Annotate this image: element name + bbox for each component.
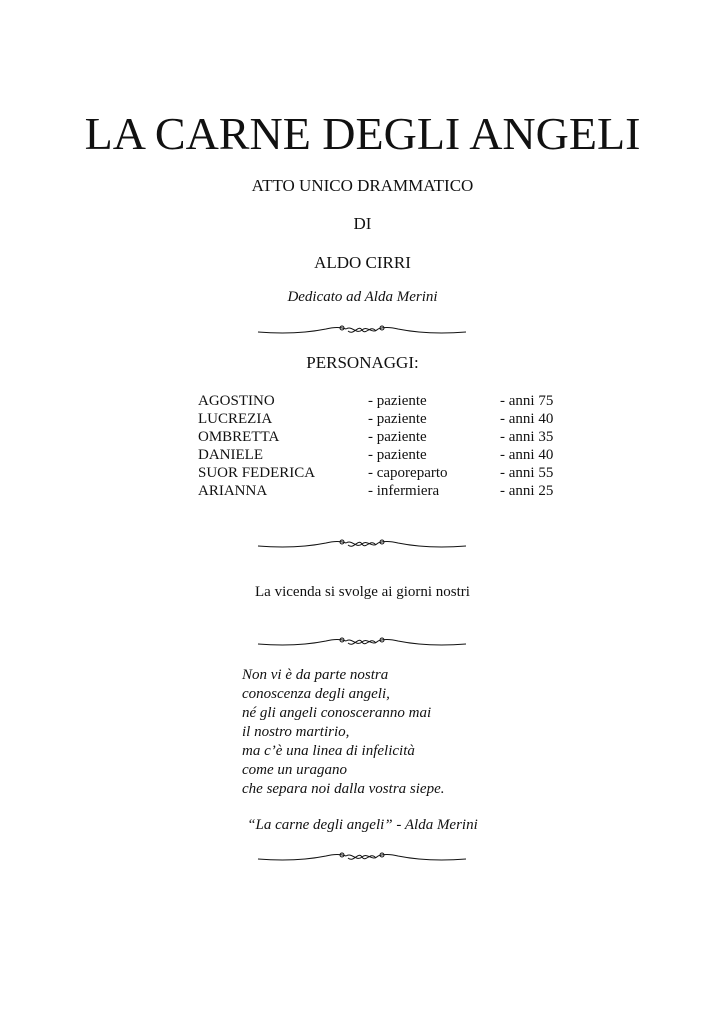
by-label: DI — [353, 214, 372, 233]
character-name: SUOR FEDERICA — [198, 465, 316, 481]
character-name: AGOSTINO — [198, 393, 275, 409]
cast-row — [198, 464, 578, 482]
character-role: - paziente — [368, 429, 427, 445]
flourish-divider-icon — [256, 536, 468, 552]
poem-line: né gli angeli conosceranno mai — [242, 705, 432, 721]
character-name: ARIANNA — [198, 483, 268, 499]
cast-row — [198, 482, 578, 500]
character-role: - infermiera — [368, 483, 440, 499]
poem-line: ma c’è una linea di infelicità — [242, 743, 415, 759]
dedication: Dedicato ad Alda Merini — [287, 289, 438, 305]
character-age: - anni 25 — [500, 483, 554, 499]
character-name: LUCREZIA — [198, 411, 273, 427]
flourish-divider-icon — [256, 634, 468, 650]
poem-line: che separa noi dalla vostra siepe. — [242, 781, 445, 797]
character-role: - caporeparto — [368, 465, 448, 481]
character-age: - anni 55 — [500, 465, 554, 481]
cast-list — [198, 392, 578, 500]
poem-source: “La carne degli angeli” - Alda Merini — [247, 817, 478, 833]
cast-row — [198, 446, 578, 464]
play-title: LA CARNE DEGLI ANGELI — [84, 108, 641, 159]
poem-line: il nostro martirio, — [242, 724, 350, 740]
character-role: - paziente — [368, 393, 427, 409]
flourish-divider-icon — [256, 322, 468, 338]
character-name: OMBRETTA — [198, 429, 280, 445]
poem-line: conoscenza degli angeli, — [242, 686, 390, 702]
setting-note: La vicenda si svolge ai giorni nostri — [255, 584, 470, 600]
poem-line: Non vi è da parte nostra — [242, 667, 389, 683]
flourish-divider-icon — [256, 849, 468, 865]
poem-line: come un uragano — [242, 762, 347, 778]
cast-row — [198, 392, 578, 410]
character-age: - anni 40 — [500, 411, 554, 427]
character-age: - anni 40 — [500, 447, 554, 463]
cast-row — [198, 410, 578, 428]
character-role: - paziente — [368, 411, 427, 427]
cast-row — [198, 428, 578, 446]
character-name: DANIELE — [198, 447, 263, 463]
character-age: - anni 75 — [500, 393, 554, 409]
character-role: - paziente — [368, 447, 427, 463]
author-name: ALDO CIRRI — [314, 253, 411, 272]
character-age: - anni 35 — [500, 429, 554, 445]
epigraph-poem — [242, 666, 444, 799]
play-subtitle: ATTO UNICO DRAMMATICO — [251, 176, 474, 195]
cast-heading: PERSONAGGI: — [306, 353, 419, 372]
